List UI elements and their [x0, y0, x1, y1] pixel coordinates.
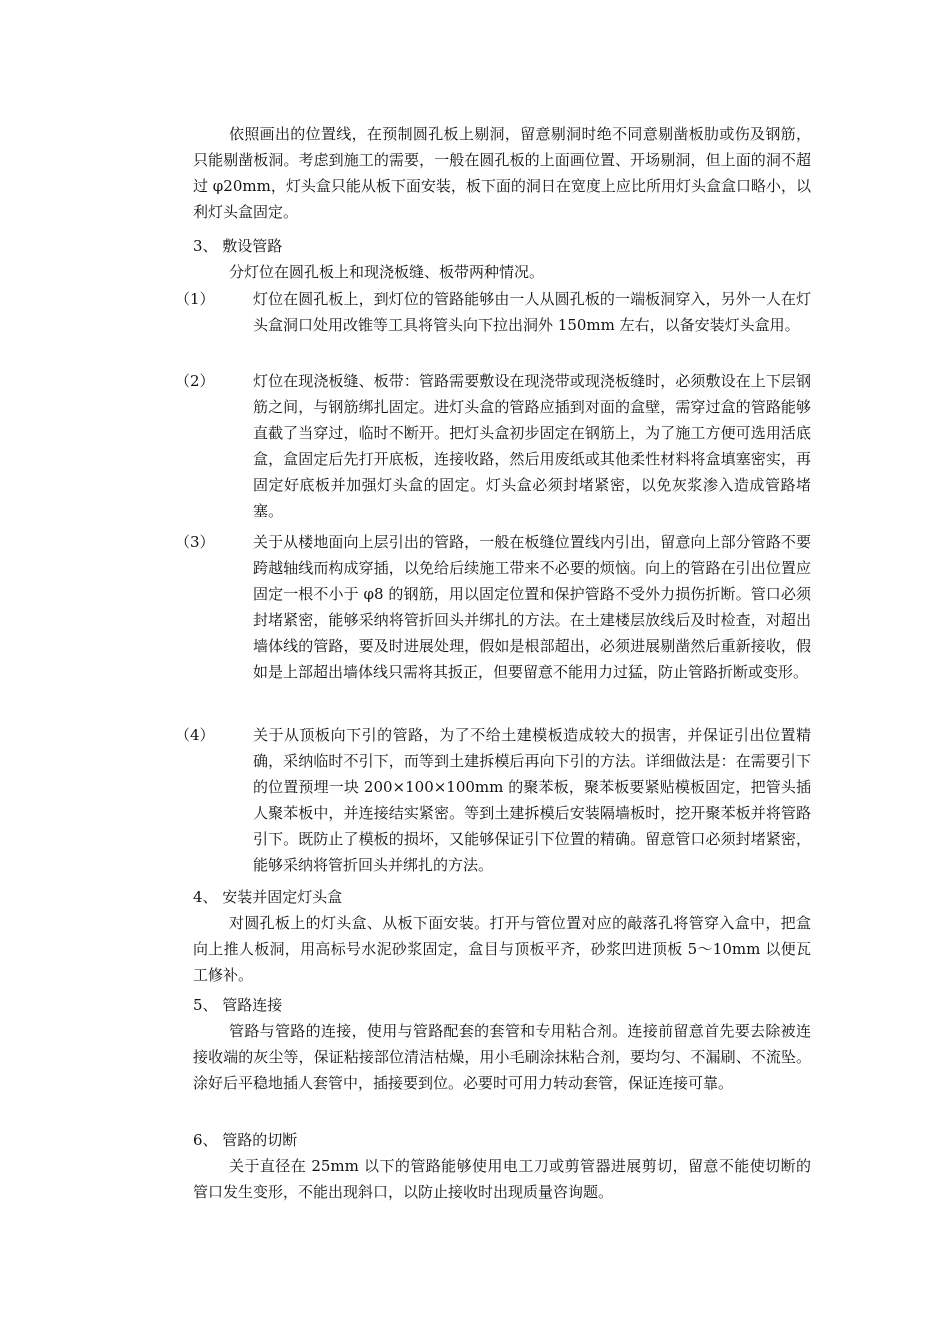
section-6-paragraph: 关于直径在 25mm 以下的管路能够使用电工刀或剪管器进展剪切，留意不能使切断的管口发生变形，不能出现斜口，以防止接收时出现质量咨询题。 [193, 1157, 811, 1201]
list-item-text: 灯位在圆孔板上，到灯位的管路能够由一人从圆孔板的一端板洞穿入，另外一人在灯头盒洞口处用改锥等工具将管头向下拉出洞外 150mm 左右，以备安装灯头盒用。 [253, 290, 811, 334]
list-item-4 [175, 722, 811, 878]
intro-paragraph: 依照画出的位置线，在预制圆孔板上剔洞，留意剔洞时绝不同意剔凿板肋或伤及钢筋，只能剔凿板洞。考虑到施工的需要，一般在圆孔板的上面画位置、开场剔洞，但上面的洞不超过 φ20mm，灯头盒只能从板下面安装，板下面的洞日在宽度上应比所用灯头盒盒口略小，以利灯头盒固定。 [193, 125, 811, 221]
list-item-number: （3） [175, 533, 215, 551]
list-item-text: 关于从顶板向下引的管路，为了不给土建模板造成较大的损害，并保证引出位置精确，采纳临时不引下，而等到土建拆模后再向下引的方法。详细做法是：在需要引下的位置预埋一块 200×100×100mm 的聚苯板，聚苯板要紧贴模板固定，把管头插人聚苯板中，并连接结实紧密。等到土建拆模后安装隔墙板时，挖开聚苯板并将管路引下。既防止了模板的损坏，又能够保证引下位置的精确。留意管口必须封堵紧密，能够采纳将管折回头并绑扎的方法。 [253, 726, 811, 874]
section-6-heading: 6、 管路的切断 [193, 1131, 298, 1149]
section-3-intro: 分灯位在圆孔板上和现浇板缝、板带两种情况。 [229, 263, 545, 281]
list-item-text: 关于从楼地面向上层引出的管路，一般在板缝位置线内引出，留意向上部分管路不要跨越轴线而构成穿插，以免给后续施工带来不必要的烦恼。向上的管路在引出位置应固定一根不小于 φ8 的钢筋，用以固定位置和保护管路不受外力损伤折断。管口必须封堵紧密，能够采纳将管折回头并绑扎的方法。在土建楼层放线后及时检查，对超出墙体线的管路，要及时进展处理，假如是根部超出，必须进展剔凿然后重新接收，假如是上部超出墙体线只需将其扳正，但要留意不能用力过猛，防止管路折断或变形。 [253, 533, 811, 681]
list-item-number: （4） [175, 726, 215, 744]
list-item-1 [175, 286, 811, 338]
section-5-heading: 5、 管路连接 [193, 996, 283, 1014]
list-item-number: （2） [175, 372, 215, 390]
section-3-heading: 3、 敷设管路 [193, 237, 283, 255]
section-4-paragraph: 对圆孔板上的灯头盒、从板下面安装。打开与管位置对应的敲落孔将管穿入盒中，把盒向上推人板洞，用高标号水泥砂浆固定，盒目与顶板平齐，砂浆凹进顶板 5～10mm 以便瓦工修补。 [193, 914, 811, 984]
list-item-number: （1） [175, 290, 215, 308]
list-item-text: 灯位在现浇板缝、板带：管路需要敷设在现浇带或现浇板缝时，必须敷设在上下层钢筋之间，与钢筋绑扎固定。进灯头盒的管路应插到对面的盒壁，需穿过盒的管路能够直截了当穿过，临时不断开。把灯头盒初步固定在钢筋上，为了施工方便可选用活底盒，盒固定后先打开底板，连接收路，然后用废纸或其他柔性材料将盒填塞密实，再固定好底板并加强灯头盒的固定。灯头盒必须封堵紧密，以免灰浆渗入造成管路堵塞。 [253, 372, 811, 520]
list-item-3 [175, 529, 811, 685]
list-item-2 [175, 368, 811, 524]
section-5-paragraph: 管路与管路的连接，使用与管路配套的套管和专用粘合剂。连接前留意首先要去除被连接收端的灰尘等，保证粘接部位清洁枯燥，用小毛刷涂抹粘合剂，要均匀、不漏刷、不流坠。涂好后平稳地插人套管中，插接要到位。必要时可用力转动套管，保证连接可靠。 [193, 1022, 811, 1092]
section-4-heading: 4、 安装并固定灯头盒 [193, 888, 343, 906]
